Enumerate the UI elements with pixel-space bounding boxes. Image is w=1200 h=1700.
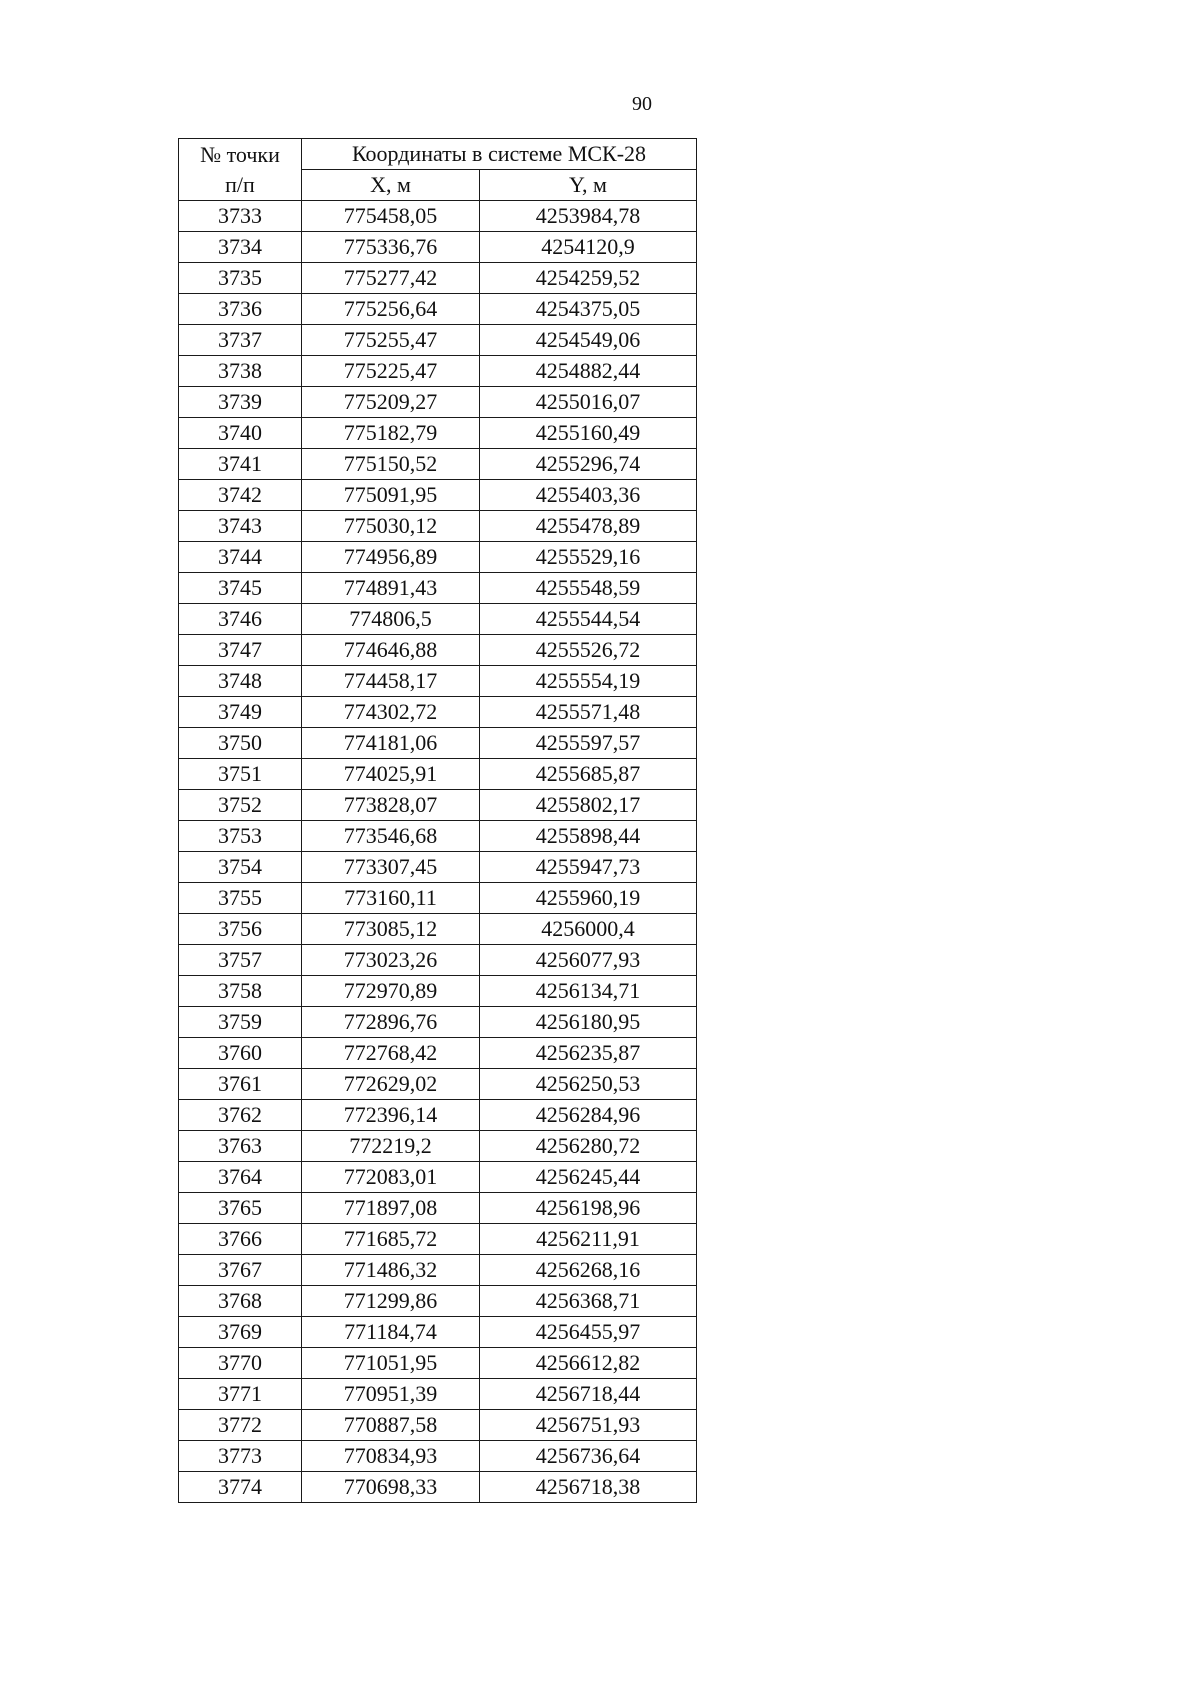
cell-y: 4254375,05 (480, 294, 697, 325)
table-row (179, 728, 697, 759)
table-row (179, 1255, 697, 1286)
table-row (179, 790, 697, 821)
cell-x: 770834,93 (302, 1441, 480, 1472)
cell-point-number: 3770 (179, 1348, 302, 1379)
cell-point-number: 3750 (179, 728, 302, 759)
cell-x: 771897,08 (302, 1193, 480, 1224)
cell-y: 4255296,74 (480, 449, 697, 480)
cell-point-number: 3737 (179, 325, 302, 356)
cell-x: 775336,76 (302, 232, 480, 263)
table-row (179, 1038, 697, 1069)
cell-x: 775256,64 (302, 294, 480, 325)
header-x: X, м (302, 170, 480, 201)
cell-y: 4256280,72 (480, 1131, 697, 1162)
cell-point-number: 3769 (179, 1317, 302, 1348)
table-row (179, 1472, 697, 1503)
cell-x: 773828,07 (302, 790, 480, 821)
cell-point-number: 3773 (179, 1441, 302, 1472)
cell-x: 772083,01 (302, 1162, 480, 1193)
cell-point-number: 3772 (179, 1410, 302, 1441)
cell-x: 772970,89 (302, 976, 480, 1007)
table-row (179, 294, 697, 325)
cell-y: 4255403,36 (480, 480, 697, 511)
cell-x: 770698,33 (302, 1472, 480, 1503)
cell-point-number: 3774 (179, 1472, 302, 1503)
cell-y: 4256134,71 (480, 976, 697, 1007)
cell-point-number: 3767 (179, 1255, 302, 1286)
table-row (179, 263, 697, 294)
cell-y: 4255571,48 (480, 697, 697, 728)
cell-x: 773307,45 (302, 852, 480, 883)
cell-x: 773546,68 (302, 821, 480, 852)
cell-x: 773085,12 (302, 914, 480, 945)
cell-point-number: 3771 (179, 1379, 302, 1410)
cell-y: 4255544,54 (480, 604, 697, 635)
cell-x: 775182,79 (302, 418, 480, 449)
table-row (179, 635, 697, 666)
table-row (179, 914, 697, 945)
table-row (179, 480, 697, 511)
cell-point-number: 3734 (179, 232, 302, 263)
cell-x: 774806,5 (302, 604, 480, 635)
table-row (179, 573, 697, 604)
cell-point-number: 3761 (179, 1069, 302, 1100)
cell-x: 774646,88 (302, 635, 480, 666)
cell-x: 774025,91 (302, 759, 480, 790)
cell-point-number: 3754 (179, 852, 302, 883)
cell-point-number: 3751 (179, 759, 302, 790)
table-row (179, 1286, 697, 1317)
table-row (179, 1410, 697, 1441)
cell-y: 4254882,44 (480, 356, 697, 387)
cell-x: 775255,47 (302, 325, 480, 356)
table-row (179, 1069, 697, 1100)
cell-point-number: 3752 (179, 790, 302, 821)
table-row (179, 542, 697, 573)
cell-point-number: 3757 (179, 945, 302, 976)
cell-y: 4256718,44 (480, 1379, 697, 1410)
cell-y: 4255529,16 (480, 542, 697, 573)
table-row (179, 1162, 697, 1193)
header-point-line2: п/п (225, 171, 255, 197)
cell-point-number: 3748 (179, 666, 302, 697)
cell-point-number: 3739 (179, 387, 302, 418)
cell-y: 4255548,59 (480, 573, 697, 604)
cell-point-number: 3758 (179, 976, 302, 1007)
cell-x: 775030,12 (302, 511, 480, 542)
cell-point-number: 3745 (179, 573, 302, 604)
cell-point-number: 3768 (179, 1286, 302, 1317)
cell-x: 774181,06 (302, 728, 480, 759)
cell-x: 771685,72 (302, 1224, 480, 1255)
table-row (179, 697, 697, 728)
table-row (179, 852, 697, 883)
table-row (179, 1007, 697, 1038)
cell-x: 771184,74 (302, 1317, 480, 1348)
cell-y: 4255960,19 (480, 883, 697, 914)
cell-x: 772768,42 (302, 1038, 480, 1069)
cell-point-number: 3736 (179, 294, 302, 325)
cell-y: 4255478,89 (480, 511, 697, 542)
cell-y: 4256612,82 (480, 1348, 697, 1379)
cell-y: 4256198,96 (480, 1193, 697, 1224)
table-row (179, 387, 697, 418)
cell-point-number: 3744 (179, 542, 302, 573)
cell-y: 4253984,78 (480, 201, 697, 232)
cell-y: 4255160,49 (480, 418, 697, 449)
table-row (179, 821, 697, 852)
cell-point-number: 3762 (179, 1100, 302, 1131)
table-row (179, 418, 697, 449)
cell-x: 771051,95 (302, 1348, 480, 1379)
cell-point-number: 3747 (179, 635, 302, 666)
cell-point-number: 3738 (179, 356, 302, 387)
cell-x: 771486,32 (302, 1255, 480, 1286)
cell-x: 772896,76 (302, 1007, 480, 1038)
cell-x: 775277,42 (302, 263, 480, 294)
cell-point-number: 3733 (179, 201, 302, 232)
cell-y: 4256751,93 (480, 1410, 697, 1441)
table-row (179, 1441, 697, 1472)
cell-x: 775091,95 (302, 480, 480, 511)
cell-y: 4256235,87 (480, 1038, 697, 1069)
cell-y: 4256211,91 (480, 1224, 697, 1255)
cell-x: 774302,72 (302, 697, 480, 728)
cell-x: 775225,47 (302, 356, 480, 387)
cell-point-number: 3742 (179, 480, 302, 511)
cell-y: 4256180,95 (480, 1007, 697, 1038)
table-row (179, 1193, 697, 1224)
cell-y: 4255802,17 (480, 790, 697, 821)
table-row (179, 883, 697, 914)
table-row (179, 1224, 697, 1255)
cell-point-number: 3746 (179, 604, 302, 635)
cell-x: 775209,27 (302, 387, 480, 418)
table-row (179, 945, 697, 976)
table-row (179, 666, 697, 697)
cell-x: 773023,26 (302, 945, 480, 976)
table-row (179, 232, 697, 263)
cell-x: 774956,89 (302, 542, 480, 573)
cell-y: 4255554,19 (480, 666, 697, 697)
cell-x: 774458,17 (302, 666, 480, 697)
table-row (179, 1100, 697, 1131)
table-row (179, 201, 697, 232)
cell-y: 4255016,07 (480, 387, 697, 418)
cell-y: 4256245,44 (480, 1162, 697, 1193)
cell-y: 4256368,71 (480, 1286, 697, 1317)
cell-y: 4255685,87 (480, 759, 697, 790)
cell-x: 771299,86 (302, 1286, 480, 1317)
cell-point-number: 3759 (179, 1007, 302, 1038)
cell-y: 4254549,06 (480, 325, 697, 356)
table-header (179, 139, 697, 201)
cell-y: 4256077,93 (480, 945, 697, 976)
cell-point-number: 3764 (179, 1162, 302, 1193)
cell-y: 4256718,38 (480, 1472, 697, 1503)
header-y: Y, м (480, 170, 697, 201)
cell-point-number: 3760 (179, 1038, 302, 1069)
cell-x: 772629,02 (302, 1069, 480, 1100)
cell-x: 775150,52 (302, 449, 480, 480)
table-row (179, 325, 697, 356)
table-row (179, 759, 697, 790)
cell-x: 774891,43 (302, 573, 480, 604)
cell-point-number: 3740 (179, 418, 302, 449)
cell-y: 4255526,72 (480, 635, 697, 666)
table-row (179, 1348, 697, 1379)
cell-y: 4254259,52 (480, 263, 697, 294)
cell-point-number: 3743 (179, 511, 302, 542)
table-row (179, 1131, 697, 1162)
cell-y: 4254120,9 (480, 232, 697, 263)
cell-point-number: 3763 (179, 1131, 302, 1162)
cell-x: 775458,05 (302, 201, 480, 232)
cell-point-number: 3749 (179, 697, 302, 728)
cell-y: 4256000,4 (480, 914, 697, 945)
table-row (179, 356, 697, 387)
cell-x: 772396,14 (302, 1100, 480, 1131)
header-coordinates-group: Координаты в системе МСК-28 (302, 139, 697, 170)
cell-point-number: 3766 (179, 1224, 302, 1255)
cell-point-number: 3756 (179, 914, 302, 945)
coordinates-table (178, 138, 697, 1503)
table-row (179, 1379, 697, 1410)
cell-y: 4256455,97 (480, 1317, 697, 1348)
cell-point-number: 3755 (179, 883, 302, 914)
table-row (179, 604, 697, 635)
page-number: 90 (632, 93, 652, 115)
header-point-number (179, 139, 302, 201)
cell-y: 4256284,96 (480, 1100, 697, 1131)
table-row (179, 449, 697, 480)
header-point-line1: № точки (200, 141, 280, 167)
cell-y: 4255947,73 (480, 852, 697, 883)
cell-y: 4256268,16 (480, 1255, 697, 1286)
cell-point-number: 3753 (179, 821, 302, 852)
cell-point-number: 3741 (179, 449, 302, 480)
table-row (179, 976, 697, 1007)
cell-x: 770951,39 (302, 1379, 480, 1410)
cell-y: 4255898,44 (480, 821, 697, 852)
cell-x: 773160,11 (302, 883, 480, 914)
cell-y: 4255597,57 (480, 728, 697, 759)
cell-y: 4256736,64 (480, 1441, 697, 1472)
table-row (179, 1317, 697, 1348)
cell-point-number: 3735 (179, 263, 302, 294)
cell-x: 772219,2 (302, 1131, 480, 1162)
table-body (179, 201, 697, 1503)
table-row (179, 511, 697, 542)
cell-y: 4256250,53 (480, 1069, 697, 1100)
cell-point-number: 3765 (179, 1193, 302, 1224)
cell-x: 770887,58 (302, 1410, 480, 1441)
